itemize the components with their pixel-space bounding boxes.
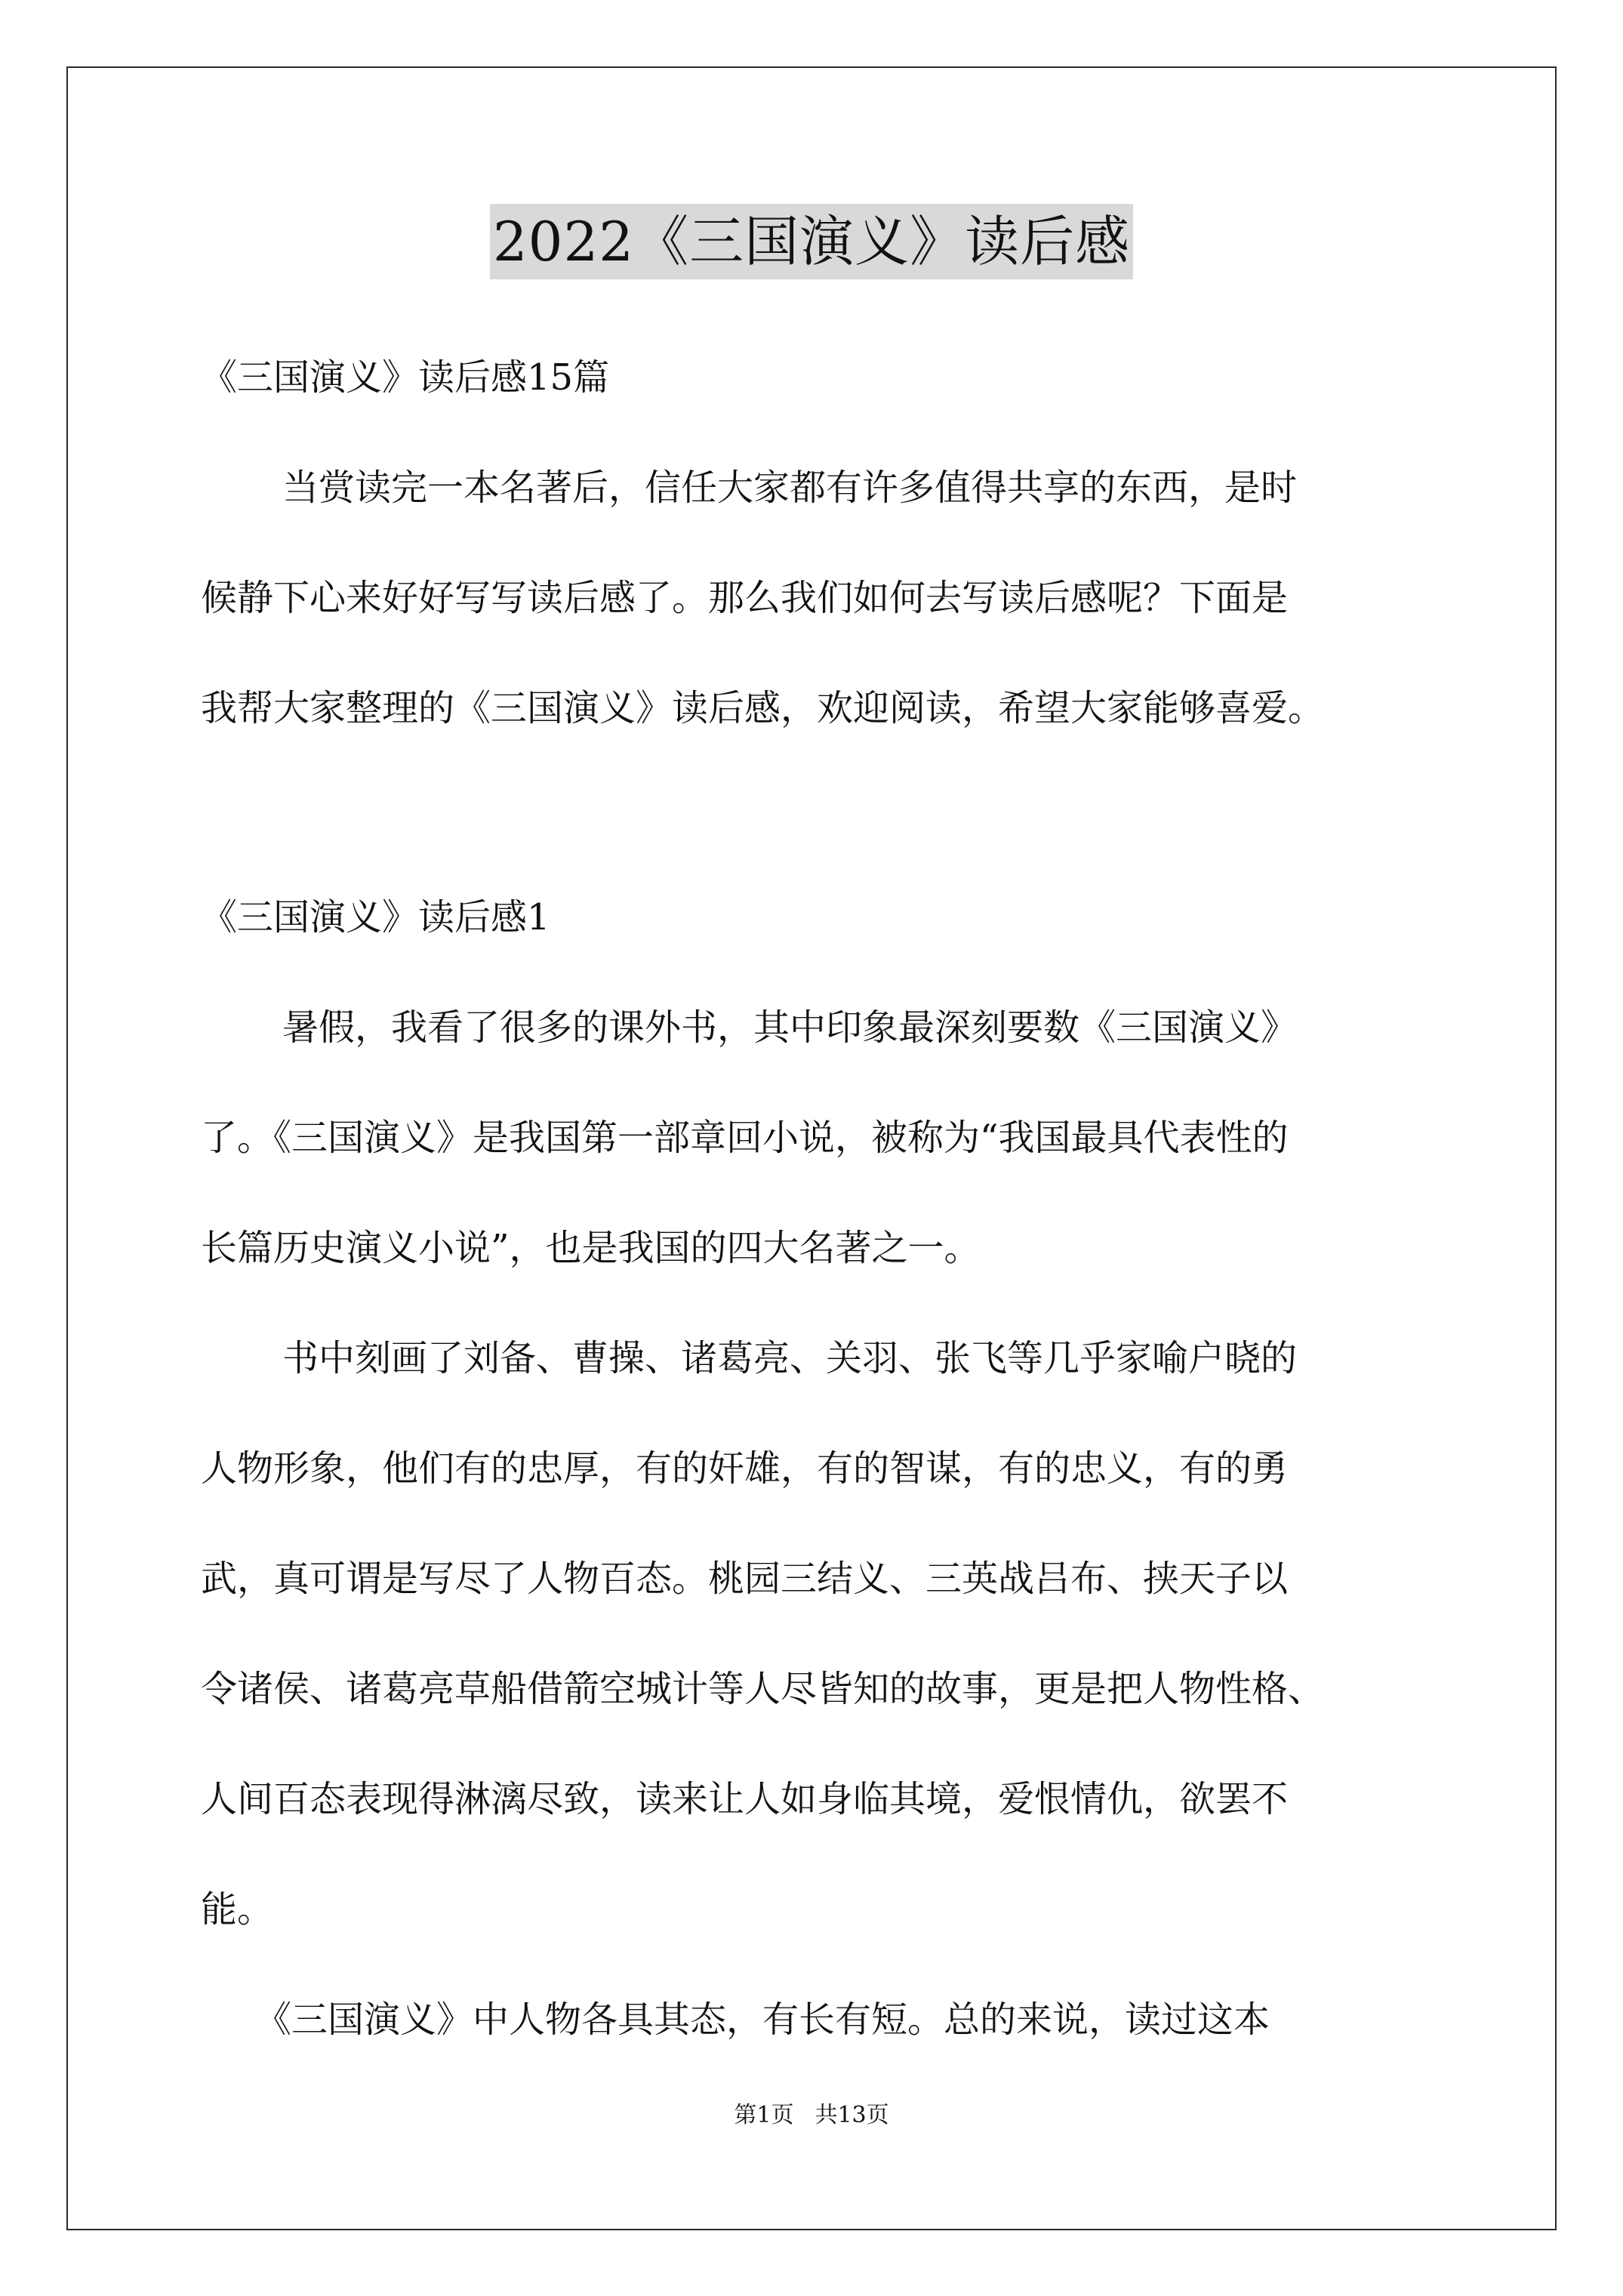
body-paragraph-line: 《三国演义》中人物各具其态，有长有短。总的来说，读过这本 <box>255 1999 1270 2041</box>
body-paragraph-line: 武，真可谓是写尽了人物百态。桃园三结义、三英战吕布、挟天子以 <box>201 1558 1289 1600</box>
page-total: 共13页 <box>815 2102 889 2128</box>
page-footer <box>0 2100 1623 2131</box>
body-paragraph-line: 能。 <box>201 1888 274 1931</box>
intro-paragraph-line: 当赏读完一本名著后，信任大家都有许多值得共享的东西，是时 <box>282 467 1298 509</box>
body-paragraph-line: 令诸侯、诸葛亮草船借箭空城计等人尽皆知的故事，更是把人物性格、 <box>201 1668 1325 1710</box>
section-heading: 《三国演义》读后感1 <box>201 896 550 938</box>
body-paragraph-line: 暑假，我看了很多的课外书，其中印象最深刻要数《三国演义》 <box>282 1006 1298 1049</box>
body-paragraph-line: 人间百态表现得淋漓尽致，读来让人如身临其境，爱恨情仇，欲罢不 <box>201 1778 1289 1820</box>
title-container <box>0 204 1623 279</box>
document-subtitle: 《三国演义》读后感15篇 <box>201 356 610 399</box>
page-number: 第1页 <box>734 2102 794 2128</box>
body-paragraph-line: 书中刻画了刘备、曹操、诸葛亮、关羽、张飞等几乎家喻户晓的 <box>282 1337 1298 1379</box>
document-title: 2022《三国演义》读后感 <box>490 204 1133 279</box>
body-paragraph-line: 人物形象，他们有的忠厚，有的奸雄，有的智谋，有的忠义，有的勇 <box>201 1447 1289 1490</box>
body-paragraph-line: 了。《三国演义》是我国第一部章回小说，被称为“我国最具代表性的 <box>201 1117 1289 1159</box>
body-paragraph-line: 长篇历史演义小说”，也是我国的四大名著之一。 <box>201 1227 981 1269</box>
intro-paragraph-line: 我帮大家整理的《三国演义》读后感，欢迎阅读，希望大家能够喜爱。 <box>201 687 1325 729</box>
intro-paragraph-line: 候静下心来好好写写读后感了。那么我们如何去写读后感呢？下面是 <box>201 577 1289 619</box>
